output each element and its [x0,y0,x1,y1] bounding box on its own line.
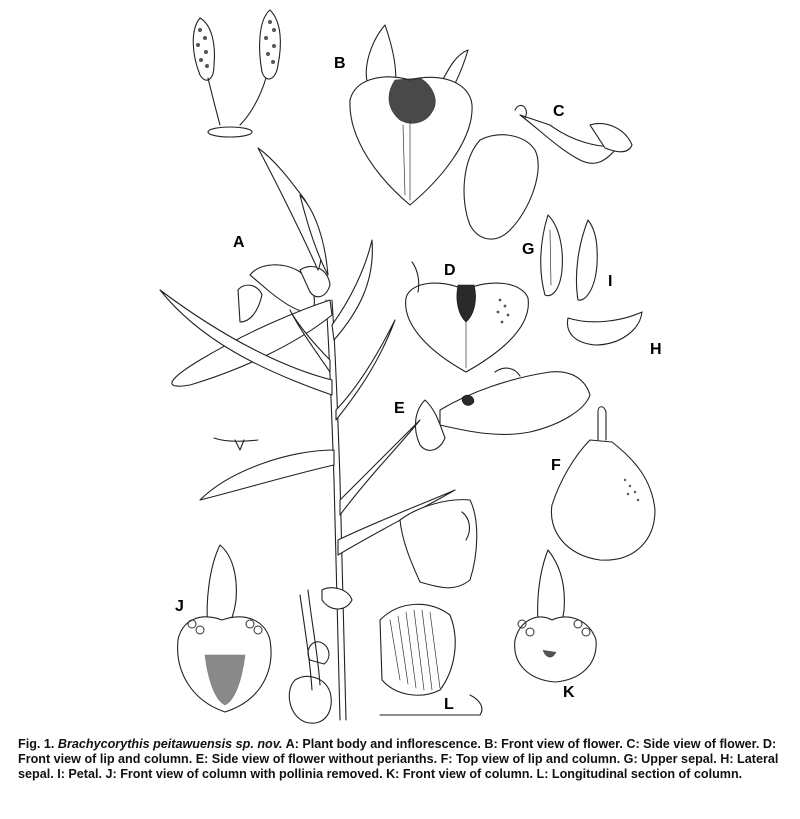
panel-label-j: J [175,598,184,615]
panel-d-lip-column [406,262,529,372]
panel-label-l: L [444,696,454,713]
panel-label-d: D [444,262,456,279]
caption-text: A: Plant body and inflorescence. B: Front view of flower. C: Side view of flower. D: Front view of lip and column. E: Side view of flower without perianths. F: Top view of lip and column. G: Upper sepal. H: Lateral sepal. I: Petal. J: Front view of column with pollinia removed. K: Front view of column. L: Longitudinal section of column. [18,737,779,781]
panel-e-side-no-perianth [415,368,590,450]
panel-j-column-no-pollinia [178,545,271,712]
panel-f-top-view [551,407,655,560]
panel-label-e: E [394,400,405,417]
panel-label-c: C [553,103,565,120]
panel-k-column-front [515,550,596,682]
panel-label-h: H [650,341,662,358]
panel-g-upper-sepal [541,215,563,296]
panel-label-g: G [522,241,535,258]
panel-label-a: A [233,234,245,251]
panel-b-flower-front [350,25,472,205]
figure-caption [18,737,786,782]
panel-label-k: K [563,684,575,701]
panel-label-i: I [608,273,613,290]
panel-label-b: B [334,55,346,72]
panel-h-lateral-sepal [567,312,642,345]
caption-species: Brachycorythis peitawuensis [57,737,233,751]
caption-species-suffix: sp. nov. [235,737,283,751]
panel-l-longitudinal-section [380,500,482,715]
panel-i-petal [576,220,597,300]
caption-prefix: Fig. 1. [18,737,55,751]
pollinia-drawing [193,10,280,137]
panel-label-f: F [551,457,561,474]
